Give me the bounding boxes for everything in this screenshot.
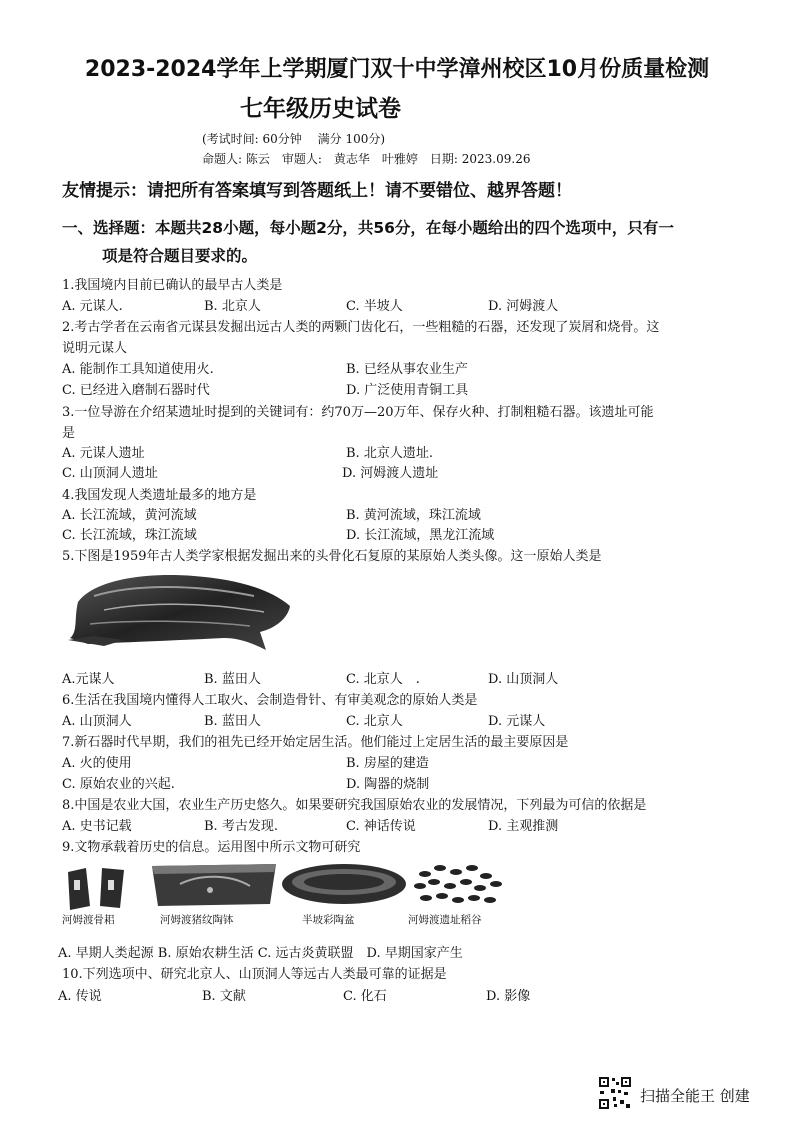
caption-pig-bowl: 河姆渡猪纹陶钵 (160, 914, 234, 926)
exam-info: (考试时间: 60分钟 满分 100分) (202, 132, 386, 146)
q6-option-d: D. 元谋人 (488, 714, 546, 729)
q4-option-d: D. 长江流域，黑龙江流域 (346, 528, 495, 543)
exam-title: 2023-2024学年上学期厦门双十中学漳州校区10月份质量检测 (84, 57, 710, 82)
question-2-stem: 2.考古学者在云南省元谋县发掘出远古人类的两颗门齿化石，一些粗糙的石器，还发现了炭屑和烧骨。这 (62, 320, 660, 335)
q7-option-b: B. 房屋的建造 (346, 756, 429, 771)
q4-option-a: A. 长江流域，黄河流域 (62, 508, 197, 523)
qr-code-icon (598, 1076, 632, 1110)
question-9-stem: 9.文物承载着历史的信息。运用图中所示文物可研究 (62, 840, 361, 855)
q3-option-a: A. 元谋人遗址 (62, 446, 145, 461)
question-10-stem: 10.下列选项中、研究北京人、山顶洞人等远古人类最可靠的证据是 (62, 967, 447, 982)
question-8-stem: 8.中国是农业大国，农业生产历史悠久。如果要研究我国原始农业的发展情况，下列最为可信的依据是 (62, 798, 647, 813)
question-3-stem-cont: 是 (62, 426, 76, 441)
q8-option-c: C. 神话传说 (346, 819, 416, 834)
q6-option-b: B. 蓝田人 (204, 714, 261, 729)
question-3-stem: 3.一位导游在介绍某遗址时提到的关键词有：约70万—20万年、保存火种、打制粗糙石器。该遗址可能 (62, 405, 654, 420)
skull-reconstruction-image (64, 566, 296, 656)
exam-subtitle: 七年级历史试卷 (240, 96, 401, 122)
q10-option-a: A. 传说 (58, 989, 102, 1004)
q5-option-d: D. 山顶洞人 (488, 672, 559, 687)
question-2-stem-cont: 说明元谋人 (62, 341, 128, 356)
section-heading-cont: 项是符合题目要求的。 (102, 247, 258, 265)
q2-option-b: B. 已经从事农业生产 (346, 362, 468, 377)
q8-option-b: B. 考古发现. (204, 819, 278, 834)
q7-option-c: C. 原始农业的兴起. (62, 777, 175, 792)
q5-option-b: B. 蓝田人 (204, 672, 261, 687)
question-5-stem: 5.下图是1959年古人类学家根据发掘出来的头骨化石复原的某原始人类头像。这一原始人类是 (62, 549, 602, 564)
q3-option-d: D. 河姆渡人遗址 (342, 466, 439, 481)
question-6-stem: 6.生活在我国境内懂得人工取火、会制造骨针、有审美观念的原始人类是 (62, 693, 478, 708)
q9-options: A. 早期人类起源 B. 原始农耕生活 C. 远古炎黄联盟 D. 早期国家产生 (58, 946, 463, 961)
q5-option-c: C. 北京人 . (346, 672, 420, 687)
q1-option-c: C. 半坡人 (346, 299, 403, 314)
question-7-stem: 7.新石器时代早期，我们的祖先已经开始定居生活。他们能过上定居生活的最主要原因是 (62, 735, 569, 750)
q6-option-c: C. 北京人 (346, 714, 403, 729)
q4-option-c: C. 长江流域，珠江流域 (62, 528, 197, 543)
q10-option-c: C. 化石 (343, 989, 387, 1004)
q5-option-a: A.元谋人 (62, 672, 115, 687)
q2-option-d: D. 广泛使用青铜工具 (346, 383, 469, 398)
q7-option-a: A. 火的使用 (62, 756, 132, 771)
q1-option-b: B. 北京人 (204, 299, 261, 314)
pottery-basin-figure (282, 864, 406, 904)
pig-bowl-figure (152, 864, 276, 906)
q10-option-b: B. 文献 (202, 989, 246, 1004)
q4-option-b: B. 黄河流域，珠江流域 (346, 508, 481, 523)
question-1-stem: 1.我国境内目前已确认的最早古人类是 (62, 278, 283, 293)
q8-option-d: D. 主观推测 (488, 819, 559, 834)
q1-option-a: A. 元谋人. (62, 299, 123, 314)
q7-option-d: D. 陶器的烧制 (346, 777, 430, 792)
rice-grains-figure (414, 865, 502, 903)
bone-spade-figure (68, 868, 124, 910)
question-4-stem: 4.我国发现人类遗址最多的地方是 (62, 488, 257, 503)
caption-rice: 河姆渡遗址稻谷 (408, 914, 482, 926)
q2-option-c: C. 已经进入磨制石器时代 (62, 383, 210, 398)
q3-option-b: B. 北京人遗址. (346, 446, 433, 461)
q10-option-d: D. 影像 (486, 989, 531, 1004)
caption-bone-spade: 河姆渡骨耜 (62, 914, 115, 926)
exam-authors: 命题人: 陈云 审题人: 黄志华 叶雅婷 日期: 2023.09.26 (202, 152, 531, 166)
q1-option-d: D. 河姆渡人 (488, 299, 559, 314)
q6-option-a: A. 山顶洞人 (62, 714, 132, 729)
friendly-tip: 友情提示：请把所有答案填写到答题纸上！请不要错位、越界答题！ (62, 181, 572, 201)
scanner-brand: 扫描全能王 创建 (640, 1087, 750, 1105)
caption-pottery-basin: 半坡彩陶盆 (302, 914, 355, 926)
q2-option-a: A. 能制作工具知道使用火. (62, 362, 214, 377)
q8-option-a: A. 史书记载 (62, 819, 132, 834)
q3-option-c: C. 山顶洞人遗址 (62, 466, 158, 481)
section-heading: 一、选择题：本题共28小题，每小题2分，共56分，在每小题给出的四个选项中，只有一 (62, 219, 674, 237)
